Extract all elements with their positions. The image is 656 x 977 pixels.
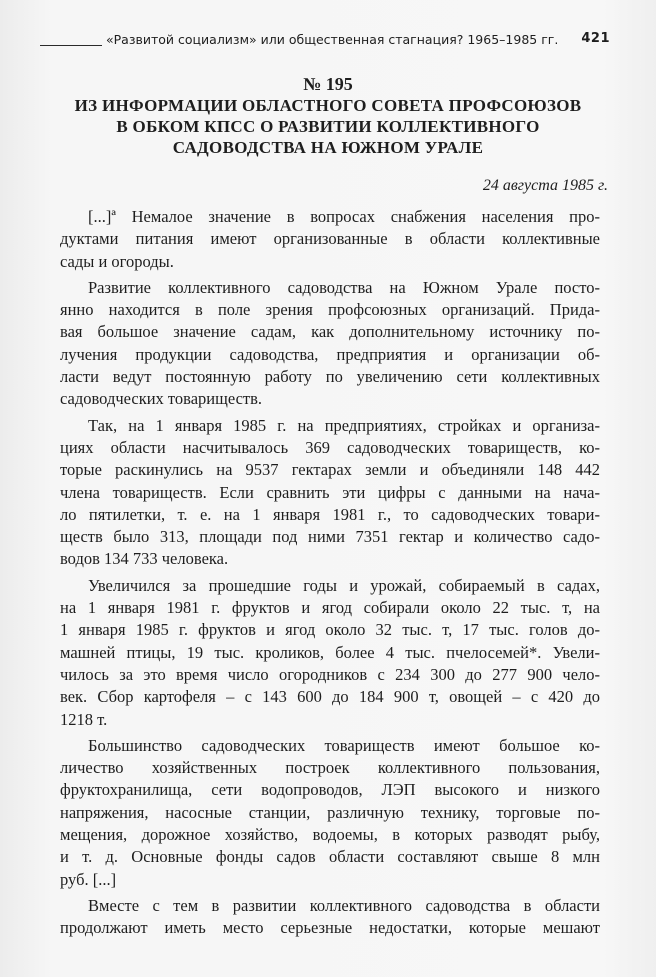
text-line: ло пятилетки, т. е. на 1 января 1981 г., то садоводческих товари-: [60, 504, 600, 524]
text-line: лучения продукции садоводства, предприятия и организации об-: [60, 344, 600, 364]
text-line: и т. д. Основные фонды садов области составляют свыше 8 млн: [60, 847, 600, 867]
text-line: продолжают иметь место серьезные недостатки, которые мешают: [60, 918, 600, 938]
paragraph: [60, 735, 600, 891]
document-title-line: САДОВОДСТВА НА ЮЖНОМ УРАЛЕ: [172, 138, 484, 157]
text-line: водов 134 733 человека.: [60, 549, 229, 569]
document-date: 24 августа 1985 г.: [482, 177, 608, 194]
document-title-line: В ОБКОМ КПСС О РАЗВИТИИ КОЛЛЕКТИВНОГО: [116, 117, 540, 136]
text-line: ществ было 313, площади под ними 7351 гектар и количество садо-: [60, 527, 600, 547]
text-line: 1 января 1985 г. фруктов и ягод около 32 тыс. т, 17 тыс. голов до-: [60, 620, 600, 640]
text-line: вая большое значение садам, как дополнительному источнику по-: [60, 322, 600, 342]
text-line: век. Сбор картофеля – с 143 600 до 184 900 т, овощей – с 420 до: [60, 687, 600, 707]
text-line: чилось за это время число огородников с 234 300 до 277 900 чело-: [60, 664, 600, 684]
text-line: [...]ª Немалое значение в вопросах снабжения населения про-: [88, 207, 600, 226]
text-line: Развитие коллективного садоводства на Южном Урале посто-: [88, 277, 600, 297]
paragraph: [60, 415, 600, 571]
text-line: фруктохранилища, сети водопроводов, ЛЭП высокого и низкого: [60, 780, 600, 800]
text-line: 1218 т.: [60, 709, 108, 729]
text-line: садоводческих товариществ.: [60, 389, 263, 409]
text-line: Вместе с тем в развитии коллективного садоводства в области: [88, 895, 600, 915]
text-line: Большинство садоводческих товариществ имеют большое ко-: [88, 735, 600, 755]
document-title-line: ИЗ ИНФОРМАЦИИ ОБЛАСТНОГО СОВЕТА ПРОФСОЮЗОВ: [74, 96, 582, 115]
text-line: на 1 января 1981 г. фруктов и ягод собирали около 22 тыс. т, на: [60, 598, 600, 618]
text-line: янно находится в поле зрения профсоюзных организаций. Прида-: [60, 300, 600, 320]
text-line: руб. [...]: [60, 869, 117, 889]
paragraph: [60, 575, 600, 731]
text-line: личество хозяйственных построек коллективного пользования,: [60, 758, 600, 778]
document-title: [40, 95, 616, 158]
paragraph: [60, 277, 600, 411]
text-line: ласти ведут постоянную работу по увеличению сети коллективных: [60, 367, 600, 387]
page-number: 421: [581, 31, 610, 46]
running-title: «Развитой социализм» или общественная стагнация? 1965–1985 гг.: [102, 32, 550, 47]
text-line: напряжения, насосные станции, различную технику, торговые по-: [60, 802, 600, 822]
text-line: циях области насчитывалось 369 садоводческих товариществ, ко-: [60, 437, 600, 457]
text-line: дуктами питания имеют организованные в области коллективные: [60, 229, 600, 249]
text-line: Увеличился за прошедшие годы и урожай, собираемый в садах,: [88, 575, 600, 595]
text-line: мещения, дорожное хозяйство, водоемы, в которых разводят рыбу,: [60, 825, 600, 845]
document-number: № 195: [303, 74, 353, 94]
paragraph: [60, 206, 600, 273]
document-body: [60, 206, 600, 944]
text-line: торые раскинулись на 9537 гектарах земли и объединяли 148 442: [60, 460, 600, 480]
text-line: члена товариществ. Если сравнить эти цифры с данными на нача-: [60, 482, 600, 502]
text-line: машней птицы, 19 тыс. кроликов, более 4 тыс. пчелосемей*. Увели-: [60, 642, 600, 662]
running-header: [40, 32, 610, 56]
text-line: сады и огороды.: [60, 251, 174, 271]
paragraph: [60, 895, 600, 940]
text-line: Так, на 1 января 1985 г. на предприятиях, стройках и организа-: [88, 415, 600, 435]
